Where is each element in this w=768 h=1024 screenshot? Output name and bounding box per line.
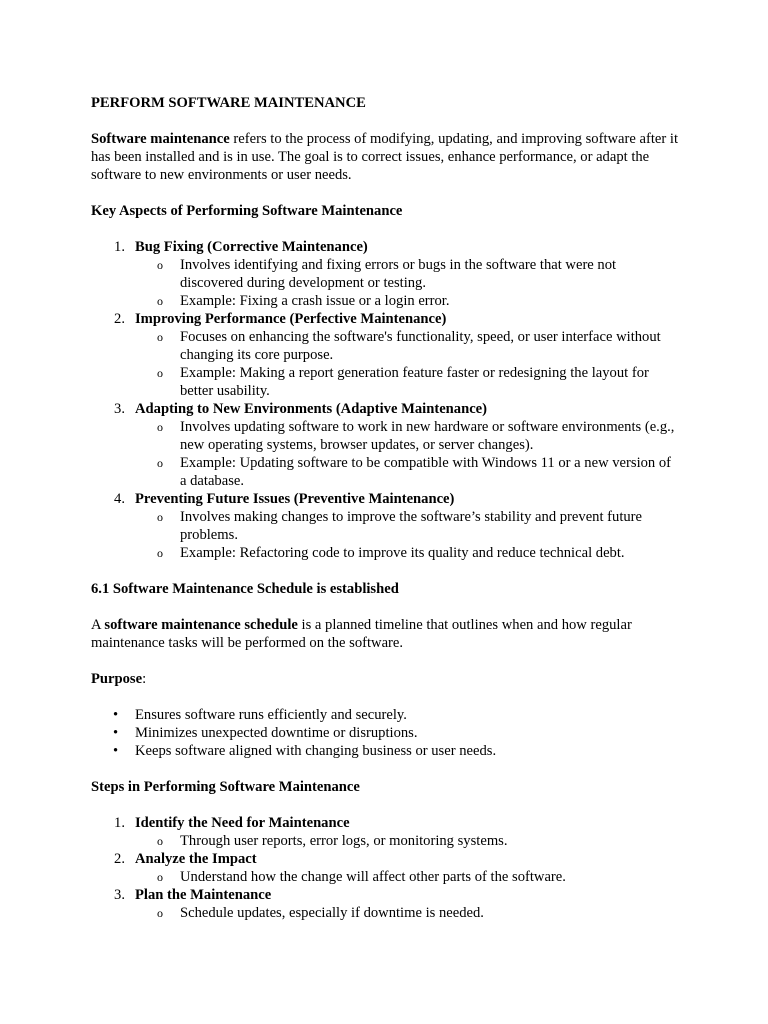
purpose-text: Ensures software runs efficiently and securely. [135,707,407,723]
purpose-text: Keeps software aligned with changing business or user needs. [135,743,497,759]
schedule-term: software maintenance schedule [104,617,298,633]
sub-list-text: Example: Updating software to be compatible with Windows 11 or a new version of a database. [180,455,672,489]
schedule-heading: 6.1 Software Maintenance Schedule is established [91,581,399,597]
sub-list-item [135,868,680,886]
purpose-list [91,706,680,760]
list-number: 4. [114,491,125,507]
circle-bullet-icon: o [157,870,163,884]
sub-list [135,868,680,886]
list-item-title: Analyze the Impact [135,851,257,867]
sub-list [135,904,680,922]
sub-list [135,508,680,562]
key-aspects-heading: Key Aspects of Performing Software Maintenance [91,203,403,219]
circle-bullet-icon: o [157,906,163,920]
list-number: 3. [114,887,125,903]
circle-bullet-icon: o [157,366,163,380]
sub-list-text: Involves updating software to work in new hardware or software environments (e.g., new operating systems, browser updates, or server changes). [180,419,675,453]
circle-bullet-icon: o [157,510,163,524]
list-number: 3. [114,401,125,417]
purpose-item [91,742,680,760]
sub-list-item [135,328,680,364]
list-number: 2. [114,311,125,327]
step-item [91,814,680,850]
sub-list-item [135,418,680,454]
sub-list-text: Involves making changes to improve the software’s stability and prevent future problems. [180,509,643,543]
circle-bullet-icon: o [157,546,163,560]
sub-list-item [135,364,680,400]
sub-list-text: Example: Refactoring code to improve its quality and reduce technical debt. [180,545,625,561]
bullet-icon: • [113,725,119,741]
sub-list [135,418,680,490]
sub-list-text: Example: Fixing a crash issue or a login error. [180,293,450,309]
purpose-item [91,724,680,742]
purpose-text: Minimizes unexpected downtime or disruptions. [135,725,418,741]
circle-bullet-icon: o [157,294,163,308]
intro-paragraph [91,130,680,184]
schedule-paragraph: A software maintenance schedule is a planned timeline that outlines when and how regular maintenance tasks will be performed on the software. [91,617,632,651]
circle-bullet-icon: o [157,420,163,434]
key-aspect-item [91,238,680,310]
step-item [91,850,680,886]
sub-list-item [135,832,680,850]
sub-list-text: Example: Making a report generation feature faster or redesigning the layout for better usability. [180,365,649,399]
list-number: 1. [114,815,125,831]
sub-list [135,832,680,850]
sub-list-item [135,544,680,562]
sub-list-text: Through user reports, error logs, or monitoring systems. [180,833,508,849]
list-item-title: Adapting to New Environments (Adaptive Maintenance) [135,401,488,417]
bullet-icon: • [113,743,119,759]
bullet-icon: • [113,707,119,723]
circle-bullet-icon: o [157,330,163,344]
intro-term: Software maintenance [91,131,230,147]
list-number: 1. [114,239,125,255]
steps-list [91,814,680,922]
sub-list-item [135,256,680,292]
sub-list-item [135,904,680,922]
sub-list-text: Involves identifying and fixing errors or bugs in the software that were not discovered during development or testing. [180,257,617,291]
list-item-title: Plan the Maintenance [135,887,272,903]
sub-list-item [135,292,680,310]
key-aspects-list [91,238,680,562]
sub-list-text: Schedule updates, especially if downtime is needed. [180,905,484,921]
step-item [91,886,680,922]
intro-text: refers to the process of modifying, updating, and improving software after it has been installed and is in use. The goal is to correct issues, enhance performance, or adapt the software to new environments or user needs. [91,131,678,183]
list-item-title: Identify the Need for Maintenance [135,815,350,831]
list-item-title: Preventing Future Issues (Preventive Maintenance) [135,491,455,507]
sub-list-item [135,454,680,490]
sub-list-text: Understand how the change will affect other parts of the software. [180,869,566,885]
circle-bullet-icon: o [157,456,163,470]
circle-bullet-icon: o [157,834,163,848]
circle-bullet-icon: o [157,258,163,272]
key-aspect-item [91,490,680,562]
sub-list-text: Focuses on enhancing the software's functionality, speed, or user interface without changing its core purpose. [180,329,661,363]
sub-list-item [135,508,680,544]
purpose-item [91,706,680,724]
key-aspect-item [91,310,680,400]
document-title: PERFORM SOFTWARE MAINTENANCE [91,95,366,111]
sub-list [135,256,680,310]
list-item-title: Improving Performance (Perfective Maintenance) [135,311,447,327]
sub-list [135,328,680,400]
list-item-title: Bug Fixing (Corrective Maintenance) [135,239,368,255]
key-aspect-item [91,400,680,490]
steps-heading: Steps in Performing Software Maintenance [91,779,360,795]
purpose-label: Purpose: [91,671,147,687]
list-number: 2. [114,851,125,867]
